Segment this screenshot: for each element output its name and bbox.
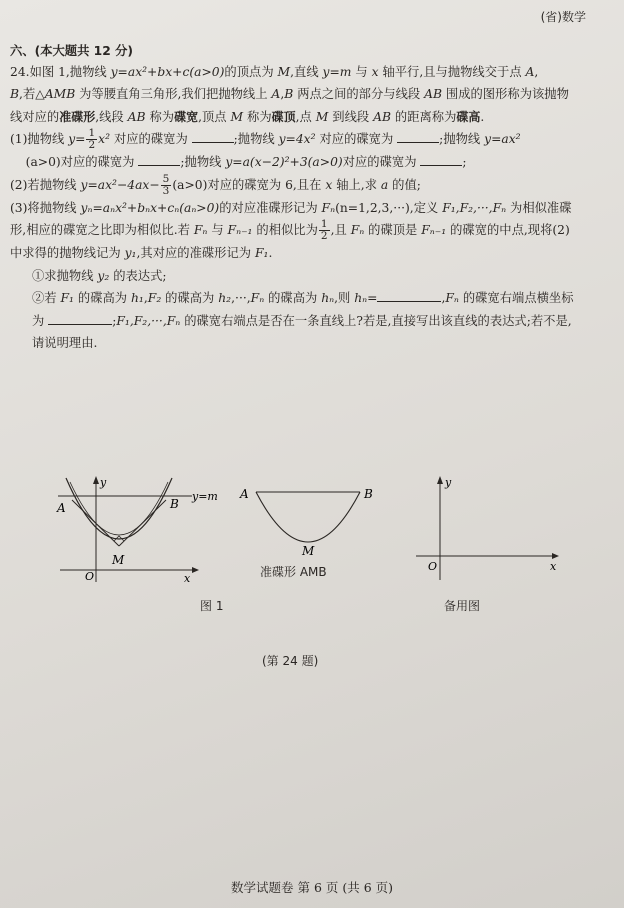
y-axis-arrow — [93, 476, 99, 484]
parabola-curve — [66, 478, 172, 539]
x-axis-arrow — [192, 567, 199, 573]
figure-3 — [414, 472, 564, 582]
answer-blank[interactable] — [377, 289, 441, 302]
label-M: M — [112, 553, 125, 567]
question-3: (3)将抛物线 yₙ=aₙx²+bₙx+cₙ(aₙ>0)的对应准碟形记为 Fₙ(n=1,2,3,···),定义 F₁,F₂,···,Fₙ 为相似准碟形,相应的碟宽之比即为相似比.若 Fₙ 与 Fₙ₋₁ 的相似比为 $\frac{1}{2}$ ,且 Fₙ 的碟顶是 Fₙ₋₁ 的碟宽的中点,现将(2)中求得的抛物线记为 y₁,其对应的准碟形记为 F₁. — [10, 200, 572, 260]
label-O: O — [428, 560, 438, 573]
question-3-part-2: ②若 F₁ 的碟高为 h₁,F₂ 的碟高为 h₂,···,Fₙ 的碟高为 hₙ,则 hₙ= ,Fₙ 的碟宽右端点横坐标为 ;F₁,F₂,···,Fₙ 的碟宽右端点是否在一条直线上?若是,直接写出该直线的表达式;若不是,请说明理由. — [32, 291, 574, 350]
problem-intro: 24.如图 1,抛物线 y=ax²+bx+c(a>0)的顶点为 M,直线 y=m 与 x 轴平行,且与抛物线交于点 A, B,若△AMB 为等腰直角三角形,我们把抛物线上 A,B 两点之间的部分与线段 AB 围成的图形称为该抛物线对应的准碟形,线段 AB 称为碟宽,顶点 M 称为碟顶,点 M 到线段 AB 的距离称为碟高. — [10, 64, 569, 124]
page-footer: 数学试题卷 第 6 页 (共 6 页) — [231, 880, 393, 895]
label-B: B — [364, 487, 373, 501]
problem-content — [10, 40, 580, 355]
y-axis-arrow — [437, 476, 443, 484]
parabola-curve-inner — [70, 482, 168, 535]
label-x: x — [184, 572, 191, 585]
section-title: 六、(本大题共 12 分) — [10, 44, 133, 58]
figure-2 — [236, 480, 386, 560]
label-M: M — [302, 544, 315, 558]
question-2: (2)若抛物线 y=ax²−4ax− $\frac{5}{3}$ (a>0)对应的碟宽为 6,且在 x 轴上,求 a 的值; — [10, 172, 421, 197]
question-1: (1)抛物线 y= $\frac{1}{2}$ x² 对应的碟宽为 ;抛物线 y=4x² 对应的碟宽为 ;抛物线 y=ax² (a>0)对应的碟宽为 ;抛物线 y=a(x−2)²+3(a>0)对应的碟宽为 ; — [10, 127, 521, 169]
label-y: y — [100, 476, 107, 489]
answer-blank[interactable] — [397, 130, 439, 143]
label-line-y-m: y=m — [192, 490, 218, 503]
answer-blank[interactable] — [138, 153, 180, 166]
answer-blank[interactable] — [420, 153, 462, 166]
fraction-half: $\frac{1}{2}$ — [320, 218, 328, 242]
dish-curve — [256, 492, 360, 542]
label-y: y — [445, 476, 452, 489]
label-A: A — [57, 501, 66, 515]
label-O: O — [85, 570, 95, 583]
answer-blank[interactable] — [48, 312, 112, 325]
figure-1 — [52, 470, 222, 585]
problem-tag: (第 24 题) — [262, 654, 319, 668]
figure-3-caption: 备用图 — [444, 599, 481, 613]
answer-blank[interactable] — [192, 130, 234, 143]
fraction-half: $\frac{1}{2}$ — [88, 127, 96, 151]
label-B: B — [170, 497, 179, 511]
label-A: A — [240, 487, 249, 501]
figure-2-caption: 准碟形 AMB — [260, 565, 327, 579]
subject-header: (省)数学 — [540, 10, 586, 24]
x-axis-arrow — [552, 553, 559, 559]
segment-BM — [119, 500, 166, 546]
figure-1-caption: 图 1 — [200, 599, 224, 613]
label-x: x — [550, 560, 557, 573]
question-3-part-1: ①求抛物线 y₂ 的表达式; — [32, 268, 167, 283]
fraction-five-thirds: $\frac{5}{3}$ — [162, 172, 170, 197]
